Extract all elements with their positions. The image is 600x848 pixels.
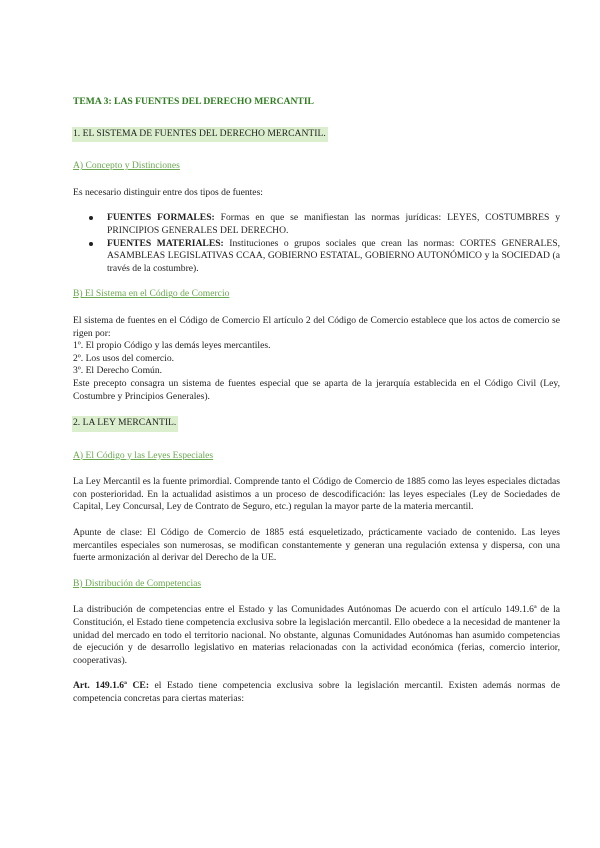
text-fuentes-materiales: Instituciones o grupos sociales que crean las normas: CORTES GENERALES, ASAMBLEAS LEGISLATIVAS CCAA, GOBIERNO ESTATAL, GOBIERNO AUTONÓMICO y la SOCIEDAD (a través de la costumbre). [107,237,561,274]
paragraph-art-149 [73,680,560,705]
paragraph-apunte-clase: Apunte de clase: El Código de Comercio de 1885 está esqueletizado, prácticamente vaciado de contenido. Las leyes mercantiles especiales son numerosas, se modifican constantemente y generan una regulación extensa y dispersa, con una fuerte armonización al derivar del Derecho de la UE. [73,527,560,564]
line-propio-codigo: 1º. El propio Código y las demás leyes mercantiles. [73,340,271,352]
section-heading-2-text: 2. LA LEY MERCANTIL. [72,416,178,432]
fuentes-list [73,212,560,275]
text-art-149: el Estado tiene competencia exclusiva sobre la legislación mercantil. Existen además normas de competencia concretas para ciertas materias: [73,680,560,704]
term-fuentes-materiales: FUENTES MATERIALES: [107,237,224,249]
line-usos-comercio: 2º. Los usos del comercio. [73,352,175,364]
paragraph-distribucion-competencias: La distribución de competencias entre el Estado y las Comunidades Autónomas De acuerdo con el artículo 149.1.6ª de la Constitución, el Estado tiene competencia exclusiva sobre la legislación mercantil. Ello obedece a la necesidad de mantener la unidad del mercado en todo el territorio nacional. No obstante, algunas Comunidades Autónomas han asumido competencias de ejecución y de desarrollo legislativo en materias relacionadas con la actividad económica (ferias, comercio interior, cooperativas). [73,604,560,666]
paragraph-ley-mercantil: La Ley Mercantil es la fuente primordial. Comprende tanto el Código de Comercio de 1885 como las leyes especiales dictadas con posterioridad. En la actualidad asistimos a un proceso de descodificación: las leyes especiales (Ley de Sociedades de Capital, Ley Concursal, Ley de Contrato de Seguro, etc.) regulan la mayor parte de la materia mercantil. [73,476,560,513]
section-heading-2 [73,416,560,432]
paragraph-intro-fuentes: Es necesario distinguir entre dos tipos de fuentes: [73,186,263,198]
document-content [73,96,560,719]
line-derecho-comun: 3º. El Derecho Común. [73,365,163,377]
list-item-fuentes-formales [107,212,560,237]
line-precepto: Este precepto consagra un sistema de fuentes especial que se aparta de la jerarquía establecida en el Código Civil (Ley, Costumbre y Principios Generales). [73,377,560,402]
subsection-heading-1a: A) Concepto y Distinciones [73,160,180,172]
subsection-heading-2a: A) El Código y las Leyes Especiales [73,449,214,461]
term-art-149: Art. 149.1.6ª CE: [73,680,150,692]
subsection-heading-1b: B) El Sistema en el Código de Comercio [73,288,230,300]
document-title: TEMA 3: LAS FUENTES DEL DERECHO MERCANTIL [73,96,314,107]
section-heading-1-text: 1. EL SISTEMA DE FUENTES DEL DERECHO MERCANTIL. [72,127,328,143]
subsection-heading-2b: B) Distribución de Competencias [73,577,202,589]
section-heading-1 [73,127,560,143]
line-sistema-fuentes: El sistema de fuentes en el Código de Comercio El artículo 2 del Código de Comercio establece que los actos de comercio se rigen por: [73,314,560,339]
text-fuentes-formales: Formas en que se manifiestan las normas jurídicas: LEYES, COSTUMBRES y PRINCIPIOS GENERALES DEL DERECHO. [107,212,560,236]
term-fuentes-formales: FUENTES FORMALES: [107,212,215,224]
list-item-fuentes-materiales [107,238,560,276]
paragraph-codigo-comercio [73,315,560,403]
